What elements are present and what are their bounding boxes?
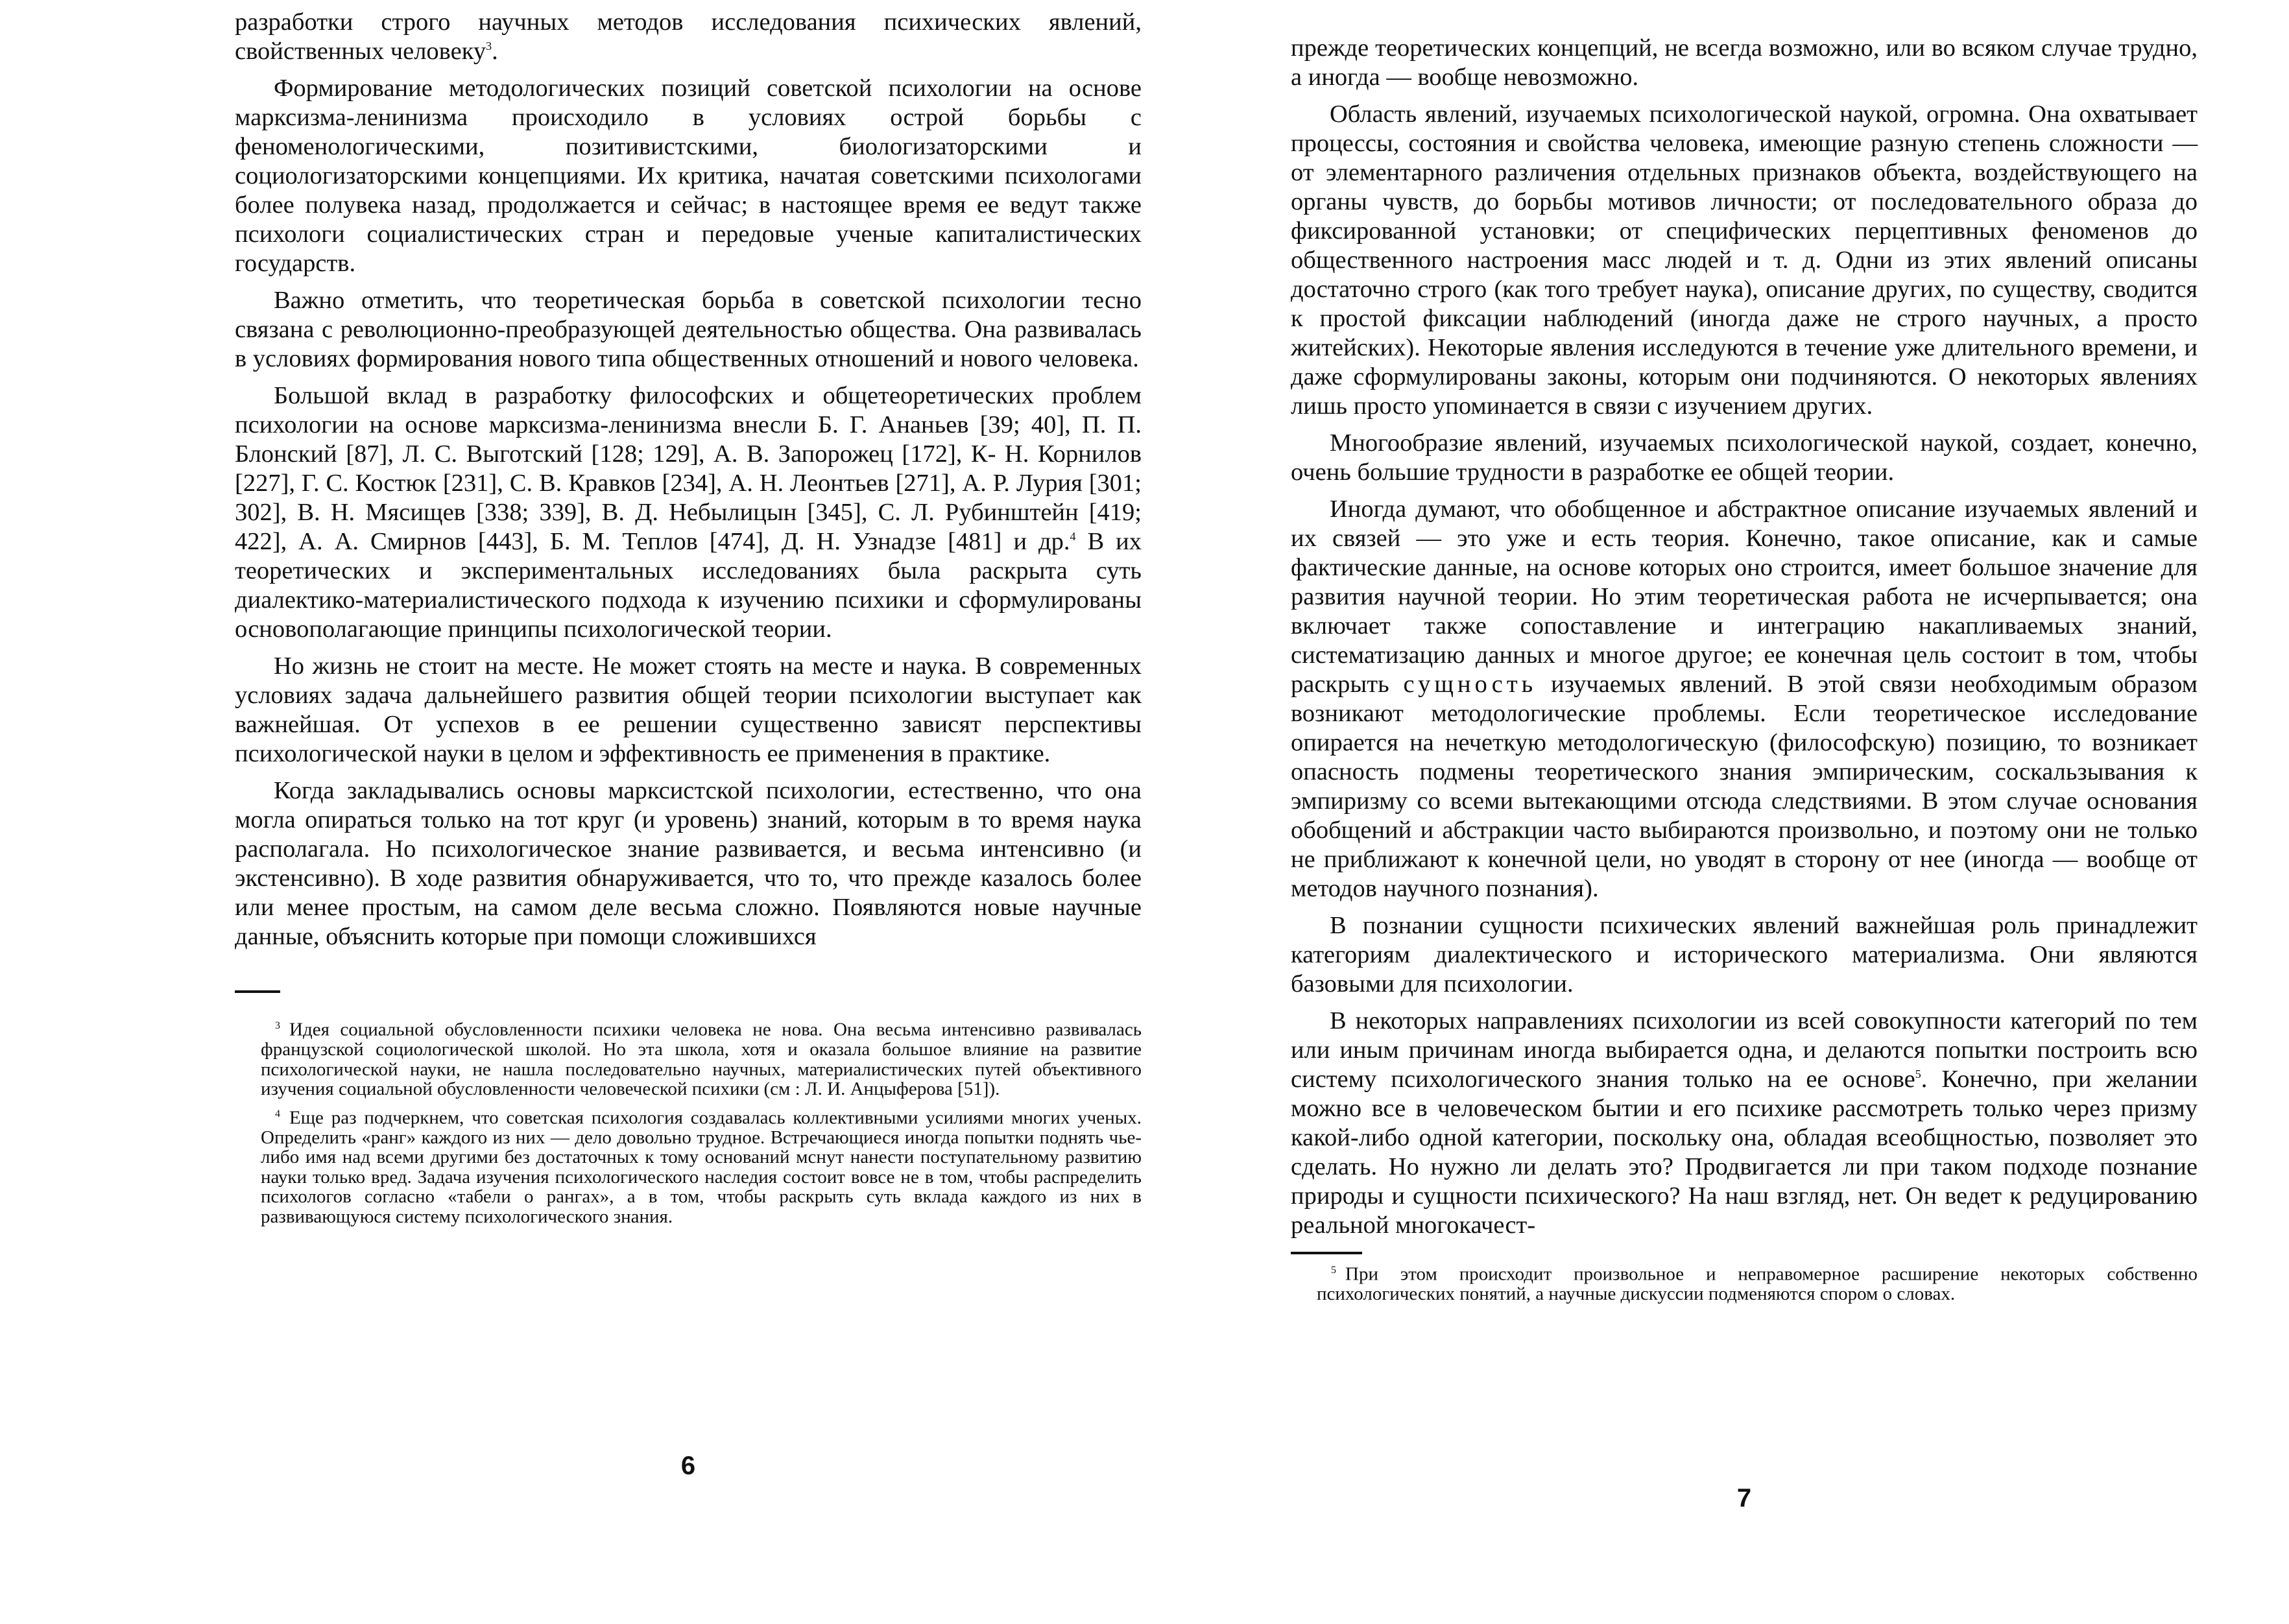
footnote: $^4$ Еще раз подчеркнем, что советская психология создавалась коллективными усилиями многих ученых. Определить «ранг» каждого из них — дело довольно трудное. Встречающиеся иногда попытки поднять чье-либо имя над всеми другими без достаточных к тому оснований мснут нанести поступательному развитию науки только вред. Задача изучения психологического наследия состоит вовсе не в том, чтобы распределить психологов согласно «табели о рангах», а в том, чтобы раскрыть суть вклада каждого из них в развивающуюся систему психологического знания. <box>261 1107 1142 1227</box>
left-page <box>235 0 1142 1480</box>
page-number: 6 <box>680 1451 696 1480</box>
footnote: $^5$ При этом происходит произвольное и неправомерное расширение некоторых собственно психологических понятий, а научные дискуссии подменяются спором о словах. <box>1317 1263 2198 1305</box>
paragraph: Но жизнь не стоит на месте. Не может стоять на месте и наука. В современных условиях задача дальнейшего развития общей теории психологии выступает как важнейшая. От успехов в ее решении существенно зависят перспективы психологической науки в целом и эффективность ее применения в практике. <box>235 652 1142 767</box>
footnote-ref: 3 <box>486 40 492 53</box>
paragraph: Область явлений, изучаемых психологической наукой, огромна. Она охватывает процессы, состояния и свойства человека, имеющие разную степень сложности — от элементарного различения отдельных признаков объекта, воздействующего на органы чувств, до борьбы мотивов личности; от последовательного образа до фиксированной установки; от специфических перцептивных феноменов до общественного настроения масс людей и т. д. Одни из этих явлений описаны достаточно строго (как того требует наука), описание других, по существу, сводится к простой фиксации наблюдений (иногда даже не строго научных, а просто житейских). Некоторые явления исследуются в течение уже длительного времени, и даже сформулированы законы, которым они подчиняются. О некоторых явлениях лишь просто упоминается в связи с изучением других. <box>1291 101 2198 420</box>
paragraph: разработки строго научных методов исследования психических явлений, свойственных человеку$^3$. <box>235 8 1142 65</box>
right-page <box>1291 0 2198 1512</box>
paragraph: Иногда думают, что обобщенное и абстрактное описание изучаемых явлений и их связей — это уже и есть теория. Конечно, такое описание, как и самые фактические данные, на основе которых оно строится, имеет большое значение для развития научной теории. Но этим теоретическая работа не исчерпывается; она включает также сопоставление и интеграцию накапливаемых знаний, систематизацию данных и многое другое; ее конечная цель состоит в том, чтобы раскрыть сущность изучаемых явлений. В этой связи необходимым образом возникают методологические проблемы. Если теоретическое исследование опирается на нечеткую методологическую (философскую) позицию, то возникает опасность подмены теоретического знания эмпирическим, соскальзывания к эмпиризму со всеми вытекающими отсюда следствиями. В этом случае основания обобщений и абстракции часто выбираются произвольно, и поэтому они не только не приближают к конечной цели, но уводят в сторону от нее (иногда — вообще от методов научного познания). <box>1291 496 2198 902</box>
right-body-text <box>1291 0 2198 1240</box>
paragraph: Когда закладывались основы марксистской психологии, естественно, что она могла опираться только на тот круг (и уровень) знаний, которым в то время наука располагала. Но психологическое знание развивается, и весьма интенсивно (и экстенсивно). В ходе развития обнаруживается, что то, что прежде казалось более или менее простым, на самом деле весьма сложно. Появляются новые научные данные, объяснить которые при помощи сложившихся <box>235 777 1142 950</box>
page-number: 7 <box>1736 1484 1752 1512</box>
footnote-ref: 4 <box>1070 530 1076 543</box>
footnote-ref: 5 <box>1915 1068 1921 1081</box>
paragraph: Многообразие явлений, изучаемых психологической наукой, создает, конечно, очень большие трудности в разработке ее общей теории. <box>1291 429 2198 486</box>
footnote: $^3$ Идея социальной обусловленности психики человека не нова. Она весьма интенсивно развивалась французской социологической школой. Но эта школа, хотя и оказала большое влияние на развитие психологической науки, не нашла последовательно научных, материалистических путей объективного изучения социальной обусловленности человеческой психики (см : Л. И. Анцыферова [51]). <box>261 1019 1142 1100</box>
left-footnotes <box>235 1016 1142 1226</box>
paragraph: Важно отметить, что теоретическая борьба в советской психологии тесно связана с революционно-преобразующей деятельностью общества. Она развивалась в условиях формирования нового типа общественных отношений и нового человека. <box>235 287 1142 372</box>
paragraph: Формирование методологических позиций советской психологии на основе марксизма-ленинизма происходило в условиях острой борьбы с феноменологическими, позитивистскими, биологизаторскими и социологизаторскими концепциями. Их критика, начатая советскими психологами более полувека назад, продолжается и сейчас; в настоящее время ее ведут также психологи социалистических стран и передовые ученые капиталистических государств. <box>235 75 1142 277</box>
left-body-text <box>235 0 1142 951</box>
right-footnotes <box>1291 1261 2198 1304</box>
emphasized-word: сущность <box>1403 671 1537 698</box>
footnote-divider <box>235 990 280 993</box>
footnote-divider <box>1291 1252 1362 1254</box>
paragraph: прежде теоретических концепций, не всегда возможно, или во всяком случае трудно, а иногда — вообще невозможно. <box>1291 34 2198 91</box>
paragraph: Большой вклад в разработку философских и общетеоретических проблем психологии на основе марксизма-ленинизма внесли Б. Г. Ананьев [39; 40], П. П. Блонский [87], Л. С. Выготский [128; 129], А. В. Запорожец [172], К- Н. Корнилов [227], Г. С. Костюк [231], С. В. Кравков [234], А. Н. Леонтьев [271], А. Р. Лурия [301; 302], В. Н. Мясищев [338; 339], В. Д. Небылицын [345], С. Л. Рубинштейн [419; 422], А. А. Смирнов [443], Б. М. Теплов [474], Д. Н. Узнадзе [481] и др.$^4$ В их теоретических и экспериментальных исследованиях была раскрыта суть диалектико-материалистического подхода к изучению психики и сформулированы основополагающие принципы психологической теории. <box>235 382 1142 643</box>
paragraph: В познании сущности психических явлений важнейшая роль принадлежит категориям диалектического и исторического материализма. Они являются базовыми для психологии. <box>1291 912 2198 997</box>
paragraph: В некоторых направлениях психологии из всей совокупности категорий по тем или иным причинам иногда выбирается одна, и делаются попытки построить всю систему психологического знания только на ее основе$^5$. Конечно, при желании можно все в человеческом бытии и его психике рассмотреть только через призму какой-либо одной категории, поскольку она, обладая всеобщностью, позволяет это сделать. Но нужно ли делать это? Продвигается ли при таком подходе познание природы и сущности психического? На наш взгляд, нет. Он ведет к редуцированию реальной многокачест- <box>1291 1007 2198 1239</box>
